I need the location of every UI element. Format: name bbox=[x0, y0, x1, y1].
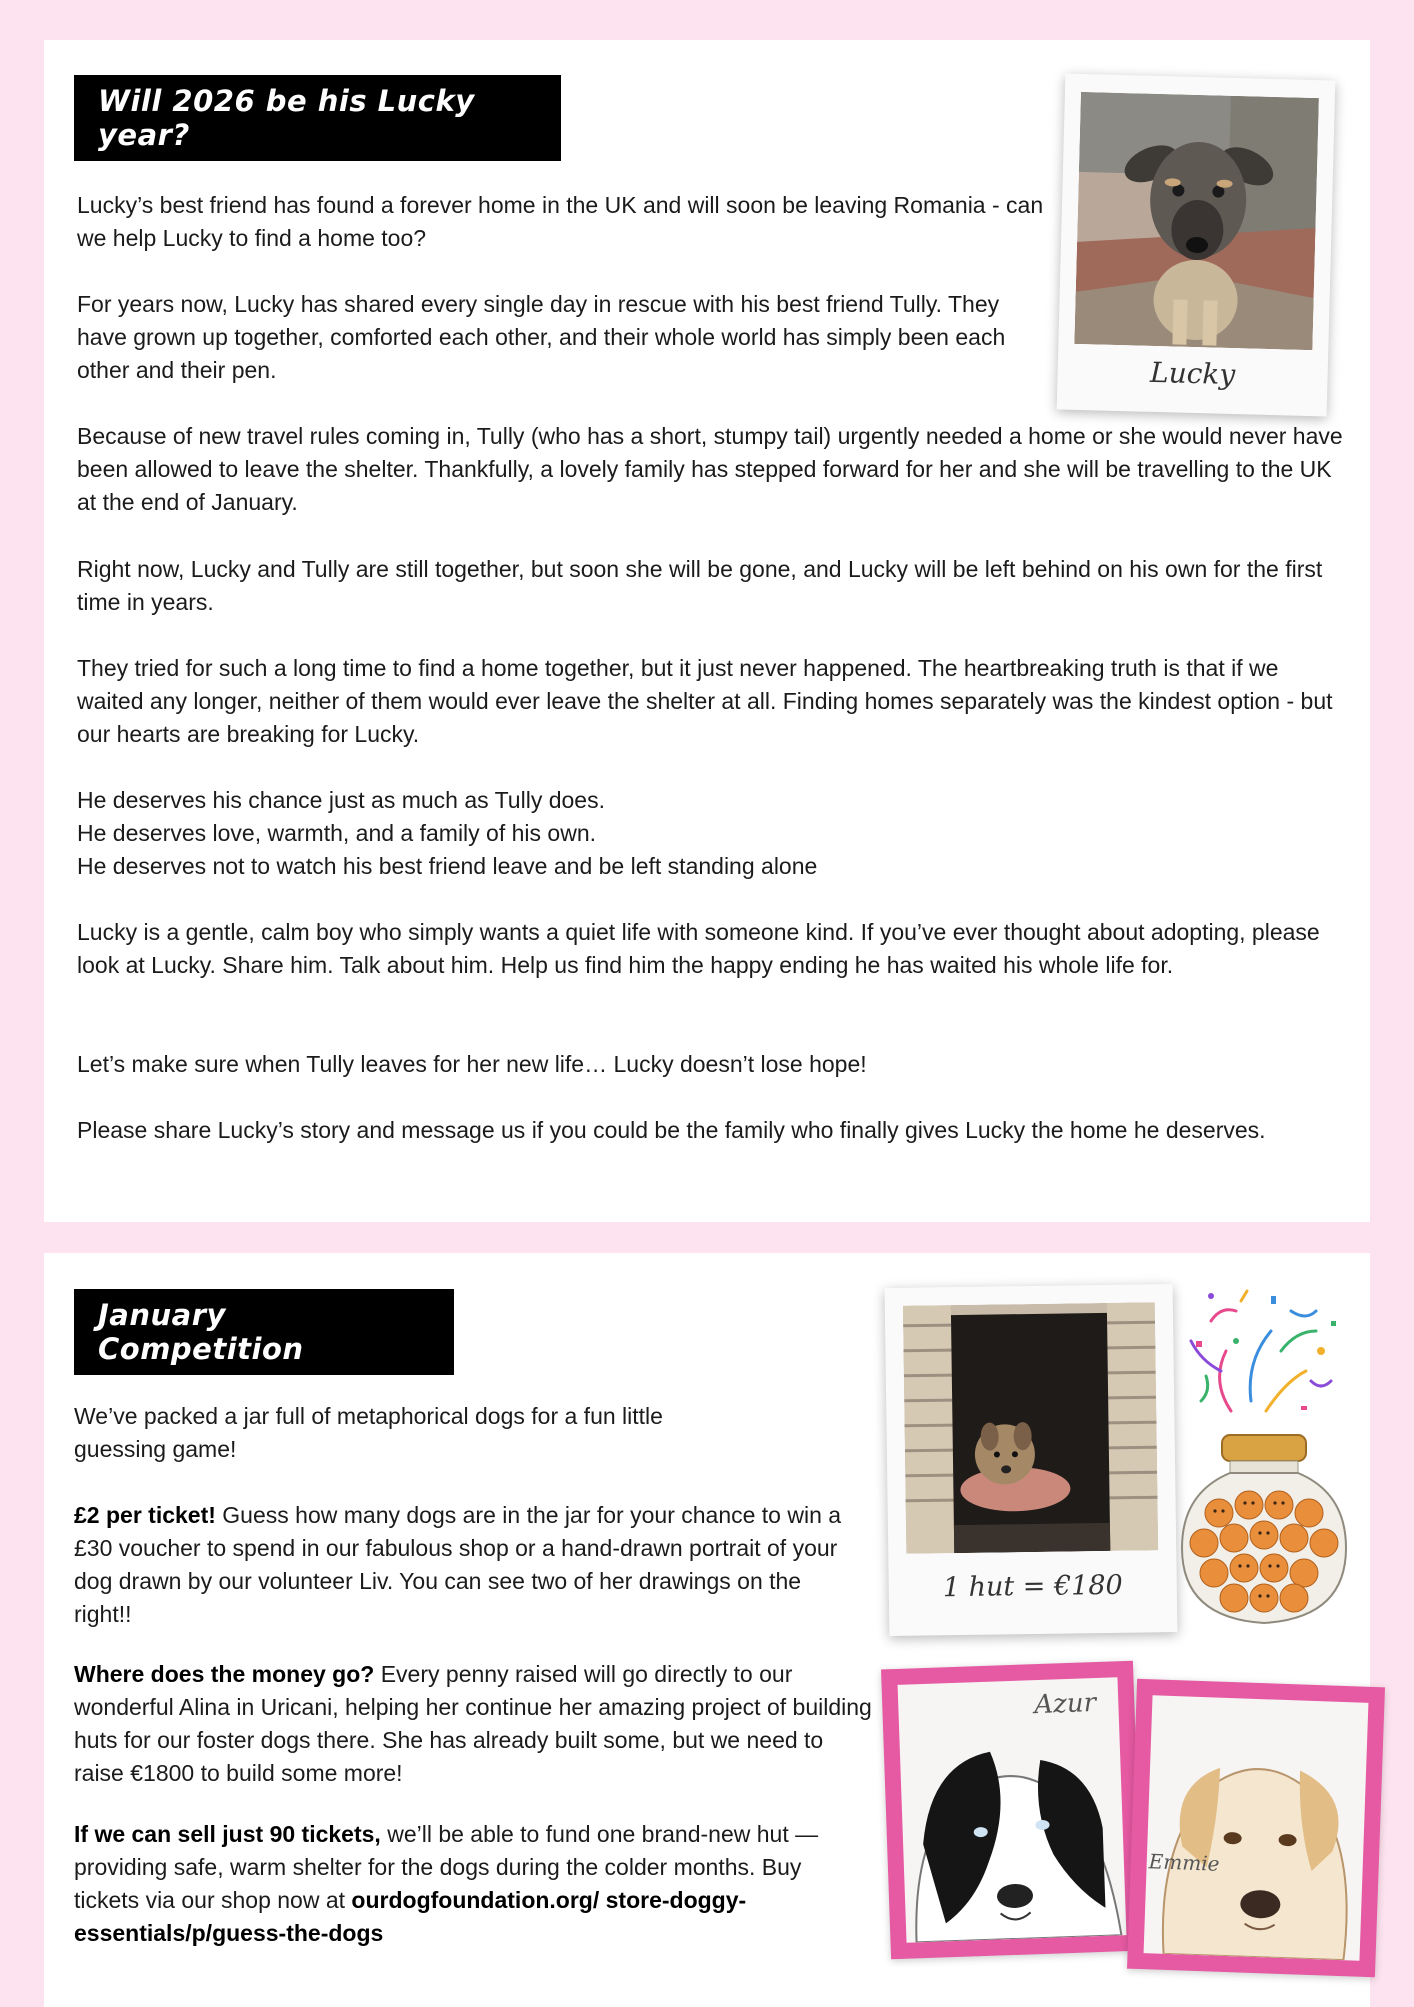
competition-intro: We’ve packed a jar full of metaphorical dogs for a fun little guessing game! bbox=[74, 1403, 663, 1462]
money-question-bold: Where does the money go? bbox=[74, 1661, 375, 1687]
hut-dog-illustration bbox=[903, 1302, 1158, 1553]
portrait-drawing-emmie bbox=[1127, 1679, 1385, 1977]
sell-tickets-bold: If we can sell just 90 tickets, bbox=[74, 1821, 381, 1847]
hut-photo-caption: 1 hut = €180 bbox=[942, 1569, 1123, 1604]
confetti-illustration bbox=[1181, 1281, 1341, 1436]
story-paragraph-7: Let’s make sure when Tully leaves for her new life… Lucky doesn’t lose hope! bbox=[77, 1051, 867, 1077]
lucky-photo-polaroid bbox=[1057, 74, 1336, 417]
portrait-drawing-azur bbox=[881, 1661, 1143, 1960]
story-paragraph-1: Lucky’s best friend has found a forever home in the UK and will soon be leaving Romania - can we help Lucky to find a home too? bbox=[77, 192, 1044, 251]
lucky-photo bbox=[1074, 92, 1319, 350]
emmie-dog-illustration bbox=[1144, 1695, 1369, 1960]
lucky-story-card bbox=[44, 40, 1370, 1222]
story-paragraph-4: Right now, Lucky and Tully are still together, but soon she will be gone, and Lucky will be left behind on his own for the first time in years. bbox=[77, 556, 1323, 615]
section-title-lucky: Will 2026 be his Lucky year? bbox=[74, 75, 561, 161]
story-line-1: He deserves his chance just as much as Tully does. bbox=[77, 787, 605, 813]
story-paragraph-2: For years now, Lucky has shared every single day in rescue with his best friend Tully. They have grown up together, comforted each other, and their whole world has simply been each other and their pen. bbox=[77, 291, 1006, 383]
hut-photo-polaroid bbox=[885, 1284, 1178, 1636]
sell-text: we’ll be able to fund one brand-new hut — providing safe, warm shelter for the dogs during the colder months. Buy tickets via our shop now at bbox=[74, 1821, 819, 1913]
story-paragraph-6: Lucky is a gentle, calm boy who simply wants a quiet life with someone kind. If you’ve ever thought about adopting, please look at Lucky. Share him. Talk about him. Help us find him the happy ending he has waited his whole life for. bbox=[77, 919, 1320, 978]
ticket-price-bold: £2 per ticket! bbox=[74, 1502, 216, 1528]
competition-money-paragraph bbox=[74, 1658, 874, 1790]
jar-of-dogs-illustration bbox=[1174, 1433, 1354, 1628]
story-paragraph-3: Because of new travel rules coming in, Tully (who has a short, stumpy tail) urgently needed a home or she would never have been allowed to leave the shelter. Thankfully, a lovely family has stepped forward for her and she will be travelling to the UK at the end of January. bbox=[77, 423, 1343, 515]
money-text: Every penny raised will go directly to our wonderful Alina in Uricani, helping her continue her amazing project of building huts for our foster dogs there. She has already built some, but we need to raise €1800 to build some more! bbox=[74, 1661, 872, 1786]
competition-sell-paragraph bbox=[74, 1818, 864, 1950]
section-title-competition: January Competition bbox=[74, 1289, 454, 1375]
portrait-azur-signature: Azur bbox=[1033, 1688, 1097, 1721]
hut-photo bbox=[903, 1302, 1158, 1553]
story-line-2: He deserves love, warmth, and a family of his own. bbox=[77, 820, 597, 846]
story-paragraph-5: They tried for such a long time to find a home together, but it just never happened. The heartbreaking truth is that if we waited any longer, neither of them would ever leave the shelter at all. Finding homes separately was the kindest option - but our hearts are breaking for Lucky. bbox=[77, 655, 1333, 747]
portrait-emmie-signature: Emmie bbox=[1148, 1849, 1220, 1876]
lucky-photo-caption: Lucky bbox=[1149, 355, 1236, 392]
ticket-text: Guess how many dogs are in the jar for your chance to win a £30 voucher to spend in our fabulous shop or a hand-drawn portrait of your dog drawn by our volunteer Liv. You can see two of her drawings on the right!! bbox=[74, 1502, 842, 1627]
story-paragraph-8: Please share Lucky’s story and message us if you could be the family who finally gives Lucky the home he deserves. bbox=[77, 1117, 1266, 1143]
competition-ticket-paragraph bbox=[74, 1499, 854, 1631]
story-line-3: He deserves not to watch his best friend leave and be left standing alone bbox=[77, 853, 818, 879]
competition-card bbox=[44, 1253, 1370, 2007]
shop-link[interactable]: ourdogfoundation.org/ store-doggy-essentials/p/guess-the-dogs bbox=[74, 1887, 747, 1946]
lucky-dog-illustration bbox=[1074, 92, 1319, 350]
portrait-emmie-canvas bbox=[1144, 1695, 1369, 1960]
